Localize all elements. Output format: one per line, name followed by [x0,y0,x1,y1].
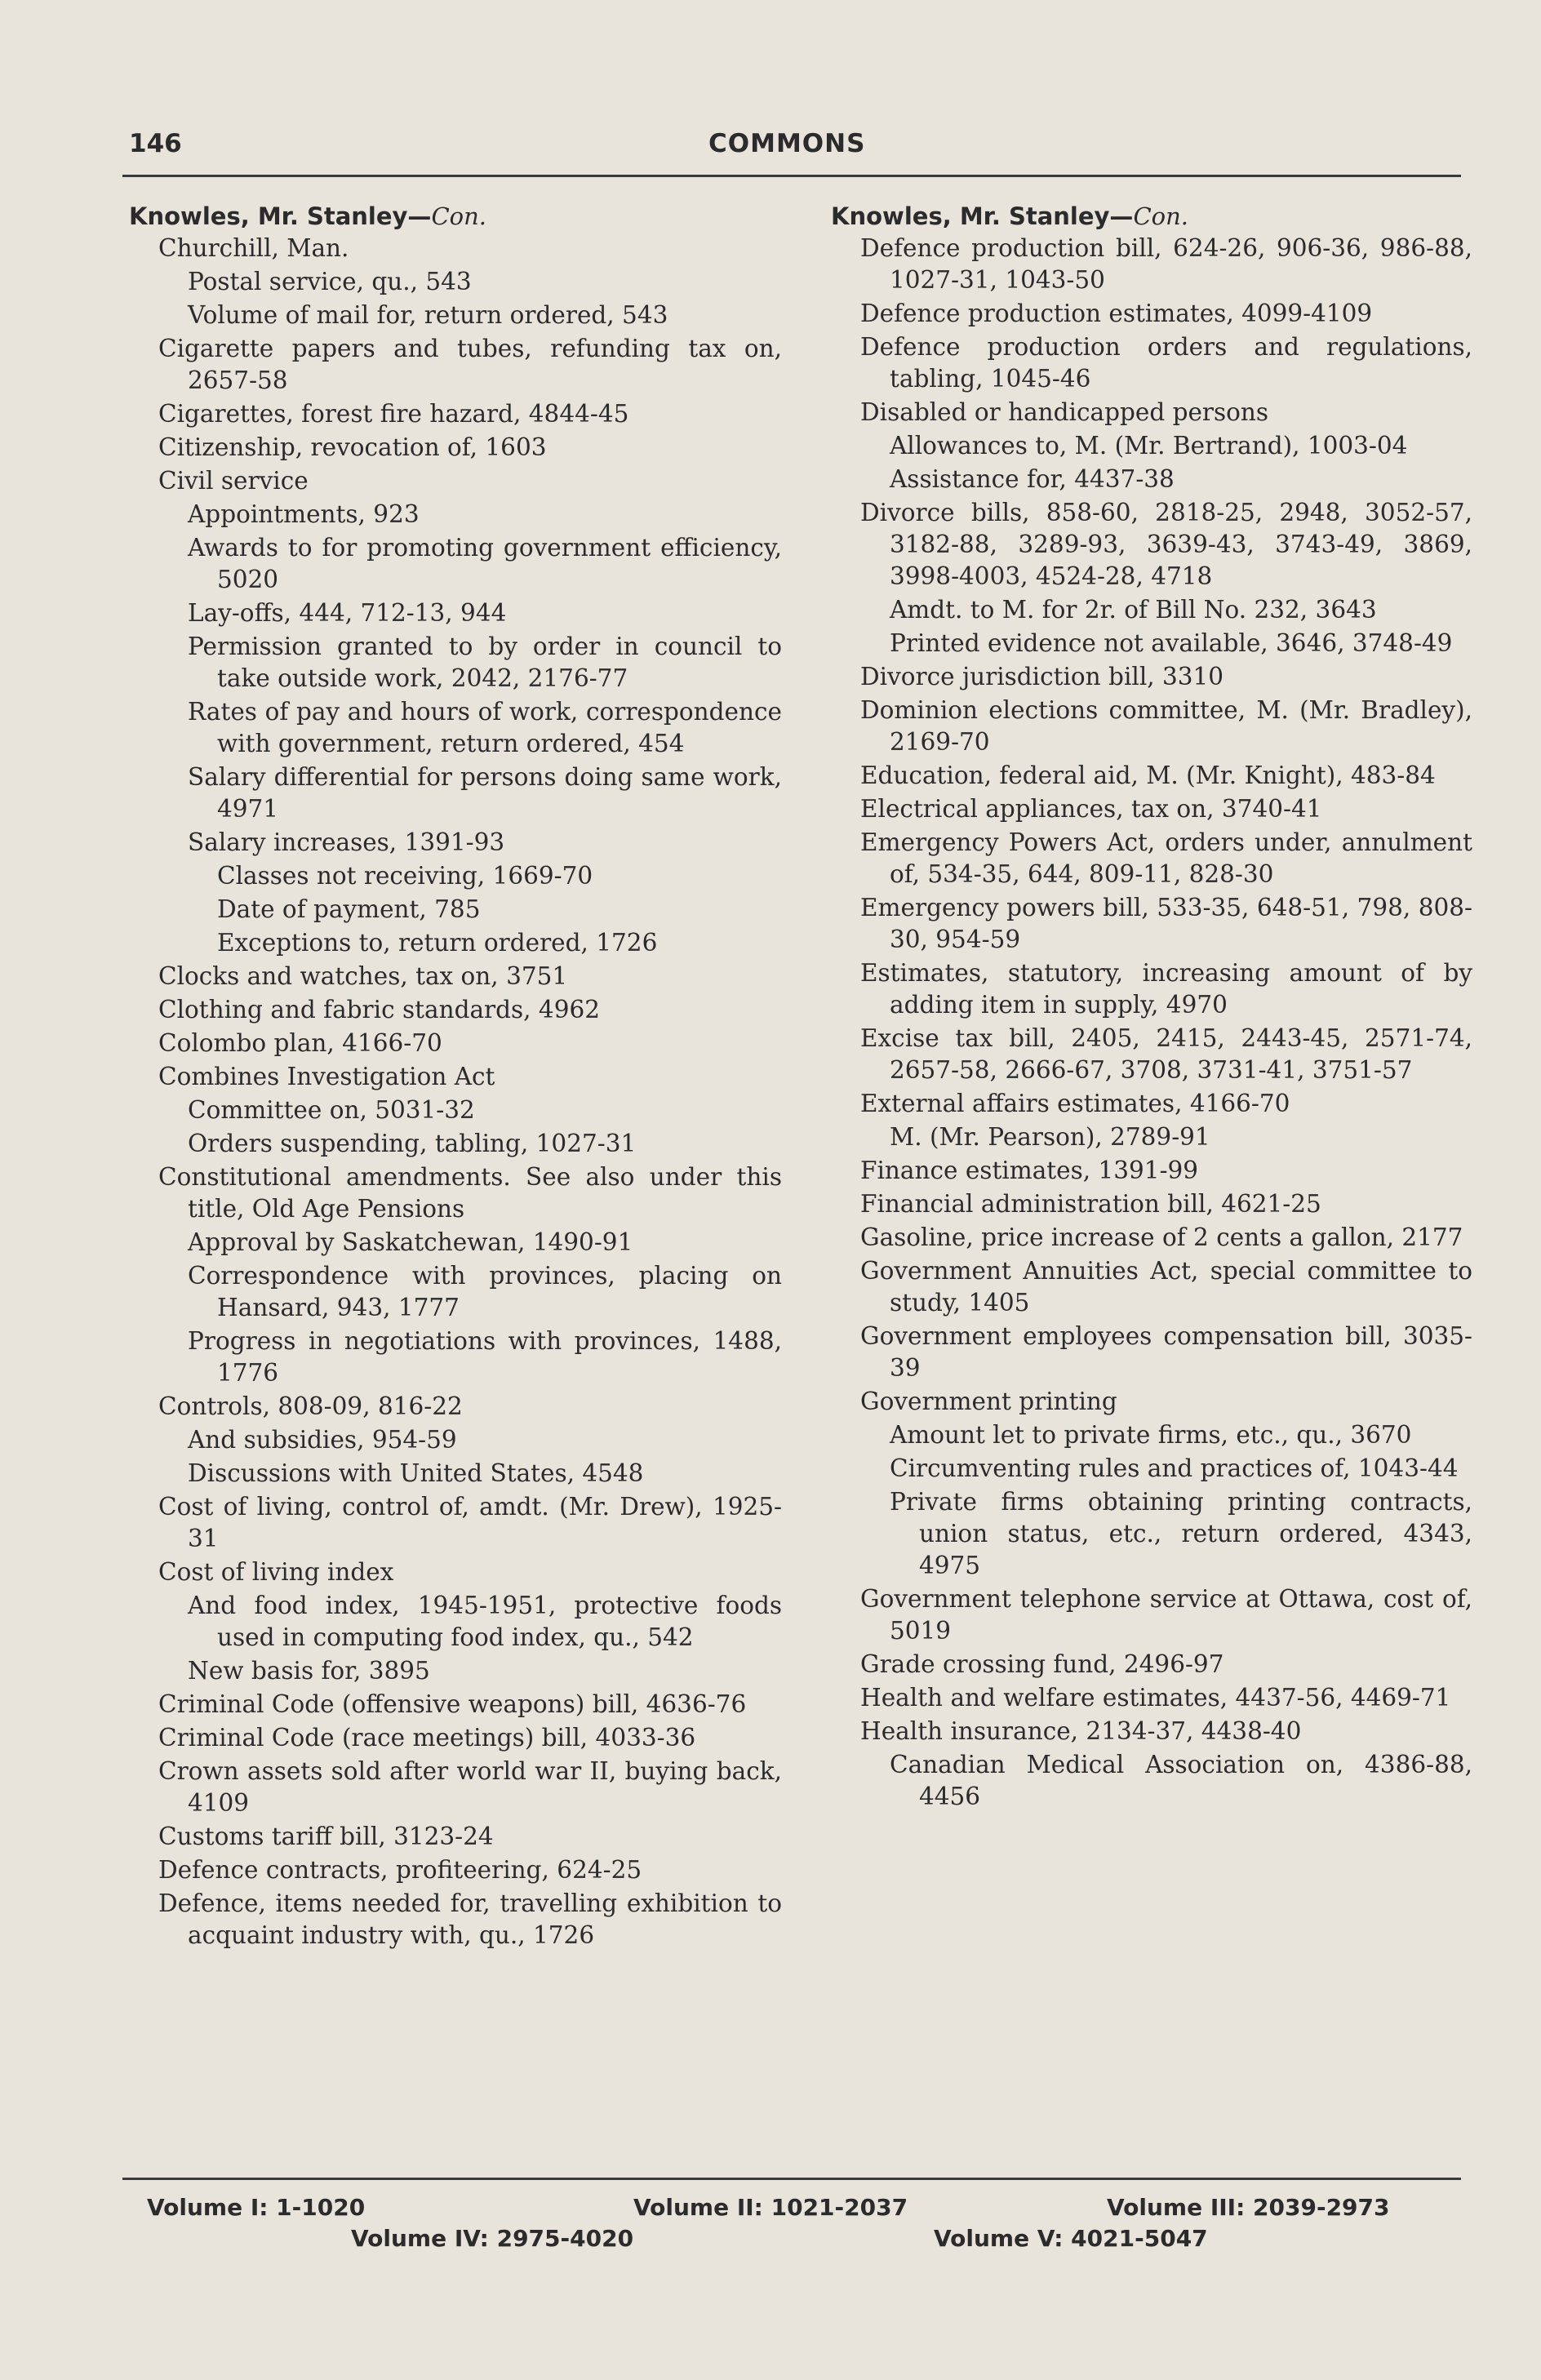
index-entry: Defence production bill, 624-26, 906-36, 986-88, 1027-31, 1043-50 [860,234,1472,294]
index-entry: M. (Mr. Pearson), 2789-91 [890,1123,1210,1151]
index-entry: Finance estimates, 1391-99 [860,1157,1199,1184]
index-column-right [831,201,1472,1814]
index-entry: And subsidies, 954-59 [188,1426,457,1454]
index-entry: Amdt. to M. for 2r. of Bill No. 232, 3643 [890,596,1377,624]
index-entry: Amount let to private firms, etc., qu., 3670 [890,1421,1412,1449]
heading-name: Knowles, Mr. Stanley— [129,202,432,230]
index-entry: Volume of mail for, return ordered, 543 [188,301,668,329]
index-entry: Defence contracts, profiteering, 624-25 [158,1856,642,1884]
footer-volume-5: Volume V: 4021-5047 [934,2225,1208,2252]
index-entry: Combines Investigation Act [158,1063,495,1090]
index-entry: Approval by Saskatchewan, 1490-91 [188,1228,633,1256]
index-entry: Churchill, Man. [158,234,349,262]
index-entry: Exceptions to, return ordered, 1726 [217,929,658,957]
entry-list [831,233,1472,1813]
index-entry: Correspondence with provinces, placing on Hansard, 943, 1777 [188,1262,782,1321]
index-entry: Clothing and fabric standards, 4962 [158,996,600,1023]
index-entry: Lay-offs, 444, 712-13, 944 [188,599,507,627]
index-entry: Customs tariff bill, 3123-24 [158,1823,494,1850]
index-entry: Permission granted to by order in council to take outside work, 2042, 2176-77 [188,633,782,692]
index-entry: New basis for, 3895 [188,1657,430,1685]
index-entry: Cost of living index [158,1558,394,1586]
heading-continued: Con. [431,202,486,230]
index-entry: Grade crossing fund, 2496-97 [860,1650,1224,1678]
index-entry: Salary differential for persons doing same work, 4971 [188,763,782,823]
index-entry: Health insurance, 2134-37, 4438-40 [860,1717,1302,1745]
index-entry: Civil service [158,467,309,495]
index-entry: Awards to for promoting government efficiency, 5020 [188,534,782,593]
index-entry: Citizenship, revocation of, 1603 [158,433,547,461]
index-entry: Government telephone service at Ottawa, cost of, 5019 [860,1585,1472,1645]
index-entry: Emergency powers bill, 533-35, 648-51, 798, 808-30, 954-59 [860,894,1472,953]
header-rule [122,175,1461,177]
index-entry: Education, federal aid, M. (Mr. Knight), 483-84 [860,762,1436,789]
index-entry: Postal service, qu., 543 [188,268,472,295]
index-entry: Defence, items needed for, travelling exhibition to acquaint industry with, qu., 1726 [158,1889,782,1949]
index-entry: Government employees compensation bill, 3035-39 [860,1322,1472,1382]
index-entry: Canadian Medical Association on, 4386-88, 4456 [890,1751,1472,1810]
index-entry: Salary increases, 1391-93 [188,828,505,856]
index-entry: Allowances to, M. (Mr. Bertrand), 1003-04 [890,432,1408,460]
footer-volume-3: Volume III: 2039-2973 [1107,2194,1390,2221]
index-entry: Disabled or handicapped persons [860,398,1269,426]
index-entry: Crown assets sold after world war II, buying back, 4109 [158,1757,782,1817]
page-number: 146 [129,129,182,158]
index-entry: Defence production estimates, 4099-4109 [860,300,1373,327]
footer-volume-1: Volume I: 1-1020 [147,2194,366,2221]
index-entry: Estimates, statutory, increasing amount of by adding item in supply, 4970 [860,959,1472,1019]
index-entry: Divorce bills, 858-60, 2818-25, 2948, 3052-57, 3182-88, 3289-93, 3639-43, 3743-49, 3869, 3998-4003, 4524-28, 4718 [860,499,1472,590]
index-entry: Constitutional amendments. See also under this title, Old Age Pensions [158,1163,782,1223]
index-entry: Divorce jurisdiction bill, 3310 [860,663,1224,690]
footer-volume-2: Volume II: 1021-2037 [633,2194,908,2221]
index-entry: Assistance for, 4437-38 [890,465,1175,493]
index-entry: Circumventing rules and practices of, 1043-44 [890,1454,1459,1482]
index-entry: Government Annuities Act, special committee to study, 1405 [860,1257,1472,1317]
index-entry: Progress in negotiations with provinces, 1488, 1776 [188,1327,782,1387]
index-entry: Private firms obtaining printing contracts, union status, etc., return ordered, 4343, 4975 [890,1488,1472,1579]
index-entry: Emergency Powers Act, orders under, annulment of, 534-35, 644, 809-11, 828-30 [860,828,1472,888]
index-entry: Printed evidence not available, 3646, 3748-49 [890,629,1453,657]
index-entry: Cost of living, control of, amdt. (Mr. Drew), 1925-31 [158,1493,782,1552]
heading-name: Knowles, Mr. Stanley— [831,202,1134,230]
index-entry: Discussions with United States, 4548 [188,1459,644,1487]
index-entry: Classes not receiving, 1669-70 [217,862,593,890]
column-heading [831,201,1472,233]
index-entry: And food index, 1945-1951, protective foods used in computing food index, qu., 542 [188,1592,782,1651]
index-entry: Defence production orders and regulations, tabling, 1045-46 [860,333,1472,393]
index-entry: Orders suspending, tabling, 1027-31 [188,1130,637,1157]
index-entry: Criminal Code (race meetings) bill, 4033-36 [158,1724,696,1752]
index-entry: Cigarettes, forest fire hazard, 4844-45 [158,400,629,428]
heading-continued: Con. [1133,202,1188,230]
index-entry: Date of payment, 785 [217,895,481,923]
index-column-left [129,201,782,1953]
footer-volume-4: Volume IV: 2975-4020 [351,2225,634,2252]
running-title: COMMONS [708,129,866,158]
index-entry: Criminal Code (offensive weapons) bill, 4636-76 [158,1690,747,1718]
index-entry: Committee on, 5031-32 [188,1096,475,1124]
index-entry: Health and welfare estimates, 4437-56, 4469-71 [860,1684,1451,1712]
footer-rule [122,2178,1461,2180]
entry-list [129,233,782,1952]
index-entry: Government printing [860,1388,1117,1415]
index-entry: Rates of pay and hours of work, correspondence with government, return ordered, 454 [188,698,782,757]
index-entry: Cigarette papers and tubes, refunding tax on, 2657-58 [158,335,782,394]
column-heading [129,201,782,233]
index-entry: Electrical appliances, tax on, 3740-41 [860,795,1322,823]
index-entry: External affairs estimates, 4166-70 [860,1090,1290,1117]
index-entry: Gasoline, price increase of 2 cents a gallon, 2177 [860,1223,1463,1251]
index-entry: Dominion elections committee, M. (Mr. Bradley), 2169-70 [860,696,1472,756]
index-entry: Controls, 808-09, 816-22 [158,1392,463,1420]
index-entry: Colombo plan, 4166-70 [158,1029,442,1057]
index-entry: Excise tax bill, 2405, 2415, 2443-45, 2571-74, 2657-58, 2666-67, 3708, 3731-41, 3751-57 [860,1024,1472,1084]
index-entry: Clocks and watches, tax on, 3751 [158,962,568,990]
index-entry: Financial administration bill, 4621-25 [860,1190,1321,1218]
index-entry: Appointments, 923 [188,500,420,528]
